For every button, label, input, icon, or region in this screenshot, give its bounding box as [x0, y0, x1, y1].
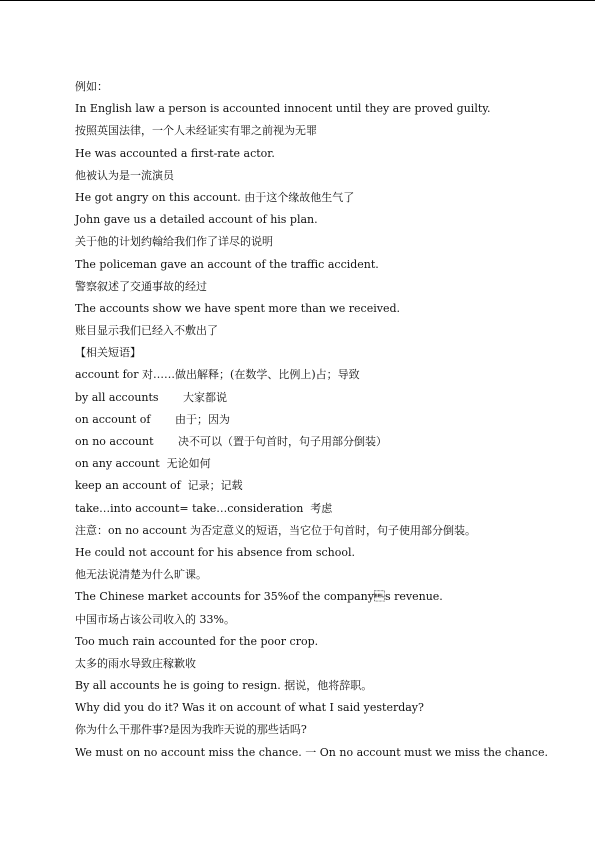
text-line: We must on no account miss the chance. 一 On no account must we miss the chance.: [75, 745, 548, 759]
text-line: 警察叙述了交通事故的经过: [75, 279, 207, 293]
phrase-line: by all accounts 大家都说: [75, 390, 228, 404]
top-border-rule: [0, 0, 595, 1]
text-line: 他被认为是一流演员: [75, 168, 174, 182]
phrase-line: on no account 决不可以（置于句首时，句子用部分倒装）: [75, 435, 387, 448]
phrase-line: keep an account of 记录；记载: [75, 479, 243, 493]
text-line: 按照英国法律，一个人未经证实有罪之前视为无罪: [75, 124, 317, 138]
text-line: 太多的雨水导致庄稼歉收: [75, 656, 196, 670]
text-line: In English law a person is accounted innocent until they are proved guilty.: [75, 102, 491, 116]
text-line: 例如：: [75, 80, 108, 93]
phrase-line: take…into account= take…consideration 考虑: [75, 501, 333, 515]
text-line: By all accounts he is going to resign. 据说，他将辞职。: [75, 679, 373, 693]
text-line: 他无法说清楚为什么旷课。: [75, 568, 207, 582]
text-line: 关于他的计划约翰给我们作了详尽的说明: [75, 235, 273, 249]
text-line: 账目显示我们已经入不敷出了: [75, 324, 218, 338]
text-line: He got angry on this account. 由于这个缘故他生气了: [75, 190, 355, 204]
phrase-line: on any account 无论如何: [75, 457, 211, 471]
text-line: 你为什么干那件事?是因为我昨天说的那些话吗?: [75, 723, 307, 737]
text-line: Why did you do it? Was it on account of what I said yesterday?: [75, 701, 424, 715]
text-line: John gave us a detailed account of his plan.: [75, 213, 318, 227]
text-line: Too much rain accounted for the poor crop.: [75, 634, 319, 648]
document-body: [75, 76, 580, 764]
text-line: The Chinese market accounts for 35%of the companys revenue.: [75, 590, 443, 604]
section-heading: 【相关短语】: [75, 346, 141, 360]
phrase-line: on account of 由于；因为: [75, 412, 230, 426]
text-line: He could not account for his absence from school.: [75, 545, 355, 559]
note-line: 注意：on no account 为否定意义的短语，当它位于句首时，句子使用部分倒装。: [75, 523, 476, 537]
text-line: He was accounted a first-rate actor.: [75, 146, 275, 160]
text-line: 中国市场占该公司收入的 33%。: [75, 612, 235, 626]
phrase-line: account for 对……做出解释；(在数学、比例上)占；导致: [75, 368, 360, 382]
text-line: The policeman gave an account of the traffic accident.: [75, 257, 379, 271]
text-line: The accounts show we have spent more than we received.: [75, 301, 401, 315]
